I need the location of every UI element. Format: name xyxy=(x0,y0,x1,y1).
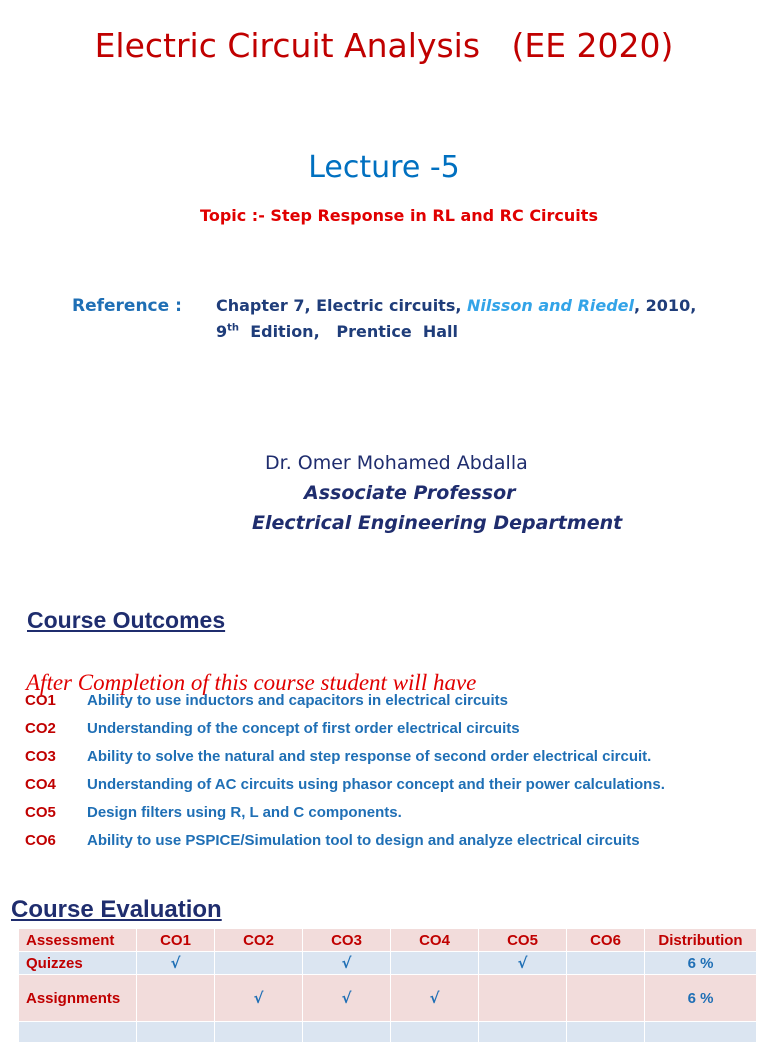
table-cell xyxy=(391,952,479,975)
table-cell xyxy=(215,952,303,975)
course-outcomes-heading: Course Outcomes xyxy=(27,607,226,633)
column-header: Distribution xyxy=(645,929,757,952)
outcome-code: CO1 xyxy=(25,692,56,709)
table-row xyxy=(19,1022,757,1043)
column-header: Assessment xyxy=(19,929,137,952)
evaluation-table xyxy=(18,928,757,1043)
outcome-text: Ability to use inductors and capacitors in electrical circuits xyxy=(87,692,508,709)
reference-line-2 xyxy=(216,322,458,341)
list-item xyxy=(25,692,765,720)
table-row xyxy=(19,975,757,1022)
table-cell xyxy=(215,1022,303,1043)
course-evaluation-heading: Course Evaluation xyxy=(11,896,222,923)
distribution-cell: 6 % xyxy=(645,952,757,975)
table-cell xyxy=(567,952,645,975)
outcome-code: CO6 xyxy=(25,832,56,849)
list-item xyxy=(25,804,765,832)
reference-publisher: Edition, Prentice Hall xyxy=(239,322,458,341)
list-item xyxy=(25,748,765,776)
table-cell: √ xyxy=(391,975,479,1022)
column-header: CO5 xyxy=(479,929,567,952)
table-cell: √ xyxy=(303,952,391,975)
outcome-code: CO5 xyxy=(25,804,56,821)
table-cell: √ xyxy=(215,975,303,1022)
table-cell xyxy=(137,975,215,1022)
reference-authors: Nilsson and Riedel xyxy=(467,296,635,315)
lecture-title: Lecture -5 xyxy=(308,150,460,185)
column-header: CO1 xyxy=(137,929,215,952)
author-position: Associate Professor xyxy=(304,482,516,504)
table-cell xyxy=(137,1022,215,1043)
table-cell xyxy=(567,975,645,1022)
author-name: Dr. Omer Mohamed Abdalla xyxy=(265,452,528,474)
list-item xyxy=(25,832,765,860)
reference-label: Reference : xyxy=(72,296,182,316)
table-cell xyxy=(645,1022,757,1043)
course-outcomes-list xyxy=(25,692,765,860)
table-cell xyxy=(19,1022,137,1043)
row-label: Quizzes xyxy=(19,952,137,975)
outcome-text: Understanding of AC circuits using phasor concept and their power calculations. xyxy=(87,776,665,793)
table-cell xyxy=(391,1022,479,1043)
reference-edition-suffix: th xyxy=(227,322,240,334)
table-cell: √ xyxy=(303,975,391,1022)
row-label: Assignments xyxy=(19,975,137,1022)
column-header: CO3 xyxy=(303,929,391,952)
outcome-text: Understanding of the concept of first order electrical circuits xyxy=(87,720,520,737)
outcome-code: CO2 xyxy=(25,720,56,737)
list-item xyxy=(25,720,765,748)
outcome-text: Ability to use PSPICE/Simulation tool to design and analyze electrical circuits xyxy=(87,832,640,849)
column-header: CO4 xyxy=(391,929,479,952)
table-cell xyxy=(479,1022,567,1043)
outcome-text: Ability to solve the natural and step response of second order electrical circuit. xyxy=(87,748,652,765)
course-title: Electric Circuit Analysis (EE 2020) xyxy=(94,26,674,65)
table-cell: √ xyxy=(137,952,215,975)
outcome-code: CO3 xyxy=(25,748,56,765)
table-cell: √ xyxy=(479,952,567,975)
column-header: CO6 xyxy=(567,929,645,952)
reference-edition-number: 9 xyxy=(216,322,228,341)
course-outcomes-intro: After Completion of this course student will have xyxy=(26,670,477,695)
outcome-code: CO4 xyxy=(25,776,56,793)
list-item xyxy=(25,776,765,804)
table-row xyxy=(19,952,757,975)
table-cell xyxy=(303,1022,391,1043)
table-cell xyxy=(567,1022,645,1043)
reference-year: , 2010, xyxy=(634,296,697,315)
table-cell xyxy=(479,975,567,1022)
table-header-row xyxy=(19,929,757,952)
distribution-cell: 6 % xyxy=(645,975,757,1022)
column-header: CO2 xyxy=(215,929,303,952)
author-department: Electrical Engineering Department xyxy=(252,512,623,534)
lecture-topic: Topic :- Step Response in RL and RC Circuits xyxy=(200,206,598,225)
reference-line-1 xyxy=(216,296,696,315)
reference-chapter: Chapter 7, Electric circuits, xyxy=(216,296,467,315)
outcome-text: Design filters using R, L and C components. xyxy=(87,804,402,821)
